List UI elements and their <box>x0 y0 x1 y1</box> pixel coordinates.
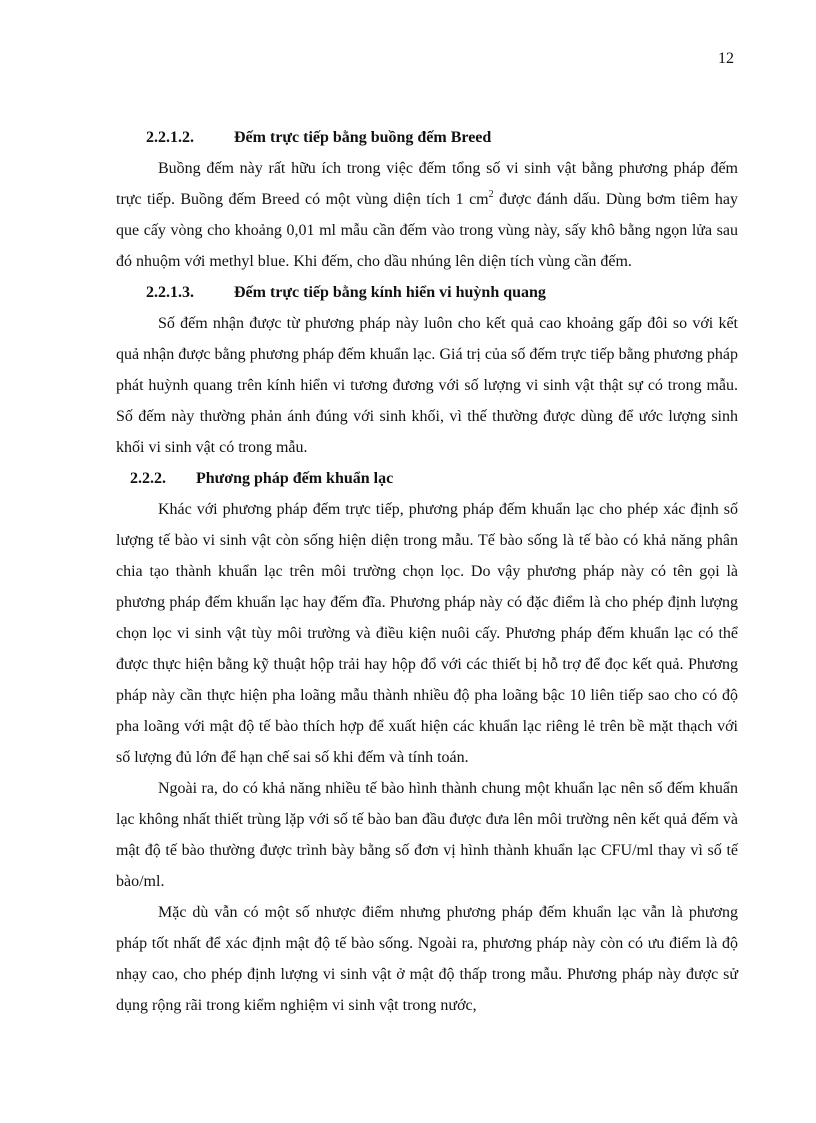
section-number: 2.2.1.3. <box>146 284 194 301</box>
page-number: 12 <box>718 50 734 67</box>
section-heading <box>116 277 738 308</box>
section-title: Phương pháp đếm khuẩn lạc <box>196 470 394 487</box>
superscript: 2 <box>488 189 494 200</box>
section-title: Đếm trực tiếp bằng kính hiển vi huỳnh quang <box>234 284 546 301</box>
section-title: Đếm trực tiếp bằng buồng đếm Breed <box>234 129 492 146</box>
paragraph: Số đếm nhận được từ phương pháp này luôn cho kết quả cao khoảng gấp đôi so với kết quả nhận được bằng phương pháp đếm khuẩn lạc. Giá trị của số đếm trực tiếp bằng phương pháp phát huỳnh quang trên kính hiển vi tương đương với số lượng vi sinh vật thật sự có trong mẫu. Số đếm này thường phản ánh đúng với sinh khối, vì thế thường được dùng để ước lượng sinh khối vi sinh vật có trong mẫu. <box>116 315 738 456</box>
section-number: 2.2.2. <box>130 470 166 487</box>
section-heading <box>116 463 738 494</box>
paragraph: Ngoài ra, do có khả năng nhiều tế bào hình thành chung một khuẩn lạc nên số đếm khuẩn lạc không nhất thiết trùng lặp với số tế bào ban đầu được đưa lên môi trường nên kết quả đếm và mật độ tế bào thường được trình bày bằng số đơn vị hình thành khuẩn lạc CFU/ml thay vì số tế bào/ml. <box>116 780 738 890</box>
document-body <box>116 122 738 1021</box>
section-heading <box>116 122 738 153</box>
paragraph: Khác với phương pháp đếm trực tiếp, phương pháp đếm khuẩn lạc cho phép xác định số lượng tế bào vi sinh vật còn sống hiện diện trong mẫu. Tế bào sống là tế bào có khả năng phân chia tạo thành khuẩn lạc trên môi trường chọn lọc. Do vậy phương pháp này có tên gọi là phương pháp đếm khuẩn lạc hay đếm đĩa. Phương pháp này có đặc điểm là cho phép định lượng chọn lọc vi sinh vật tùy môi trường và điều kiện nuôi cấy. Phương pháp đếm khuẩn lạc có thể được thực hiện bằng kỹ thuật hộp trải hay hộp đổ với các thiết bị hỗ trợ để đọc kết quả. Phương pháp này cần thực hiện pha loãng mẫu thành nhiều độ pha loãng bậc 10 liên tiếp sao cho có độ pha loãng với mật độ tế bào thích hợp để xuất hiện các khuẩn lạc riêng lẻ trên bề mặt thạch với số lượng đủ lớn để hạn chế sai số khi đếm và tính toán. <box>116 501 738 766</box>
paragraph: Mặc dù vẫn có một số nhược điểm nhưng phương pháp đếm khuẩn lạc vẫn là phương pháp tốt nhất để xác định mật độ tế bào sống. Ngoài ra, phương pháp này còn có ưu điểm là độ nhạy cao, cho phép định lượng vi sinh vật ở mật độ thấp trong mẫu. Phương pháp này được sử dụng rộng rãi trong kiểm nghiệm vi sinh vật trong nước, <box>116 904 738 1014</box>
section-number: 2.2.1.2. <box>146 129 194 146</box>
paragraph: Buồng đếm này rất hữu ích trong việc đếm tổng số vi sinh vật bằng phương pháp đếm trực tiếp. Buồng đếm Breed có một vùng diện tích 1 $cm^2$ được đánh dấu. Dùng bơm tiêm hay que cấy vòng cho khoảng 0,01 ml mẫu cần đếm vào trong vùng này, sấy khô bằng ngọn lửa sau đó nhuộm với methyl blue. Khi đếm, cho dầu nhúng lên diện tích vùng cần đếm. <box>116 160 739 270</box>
